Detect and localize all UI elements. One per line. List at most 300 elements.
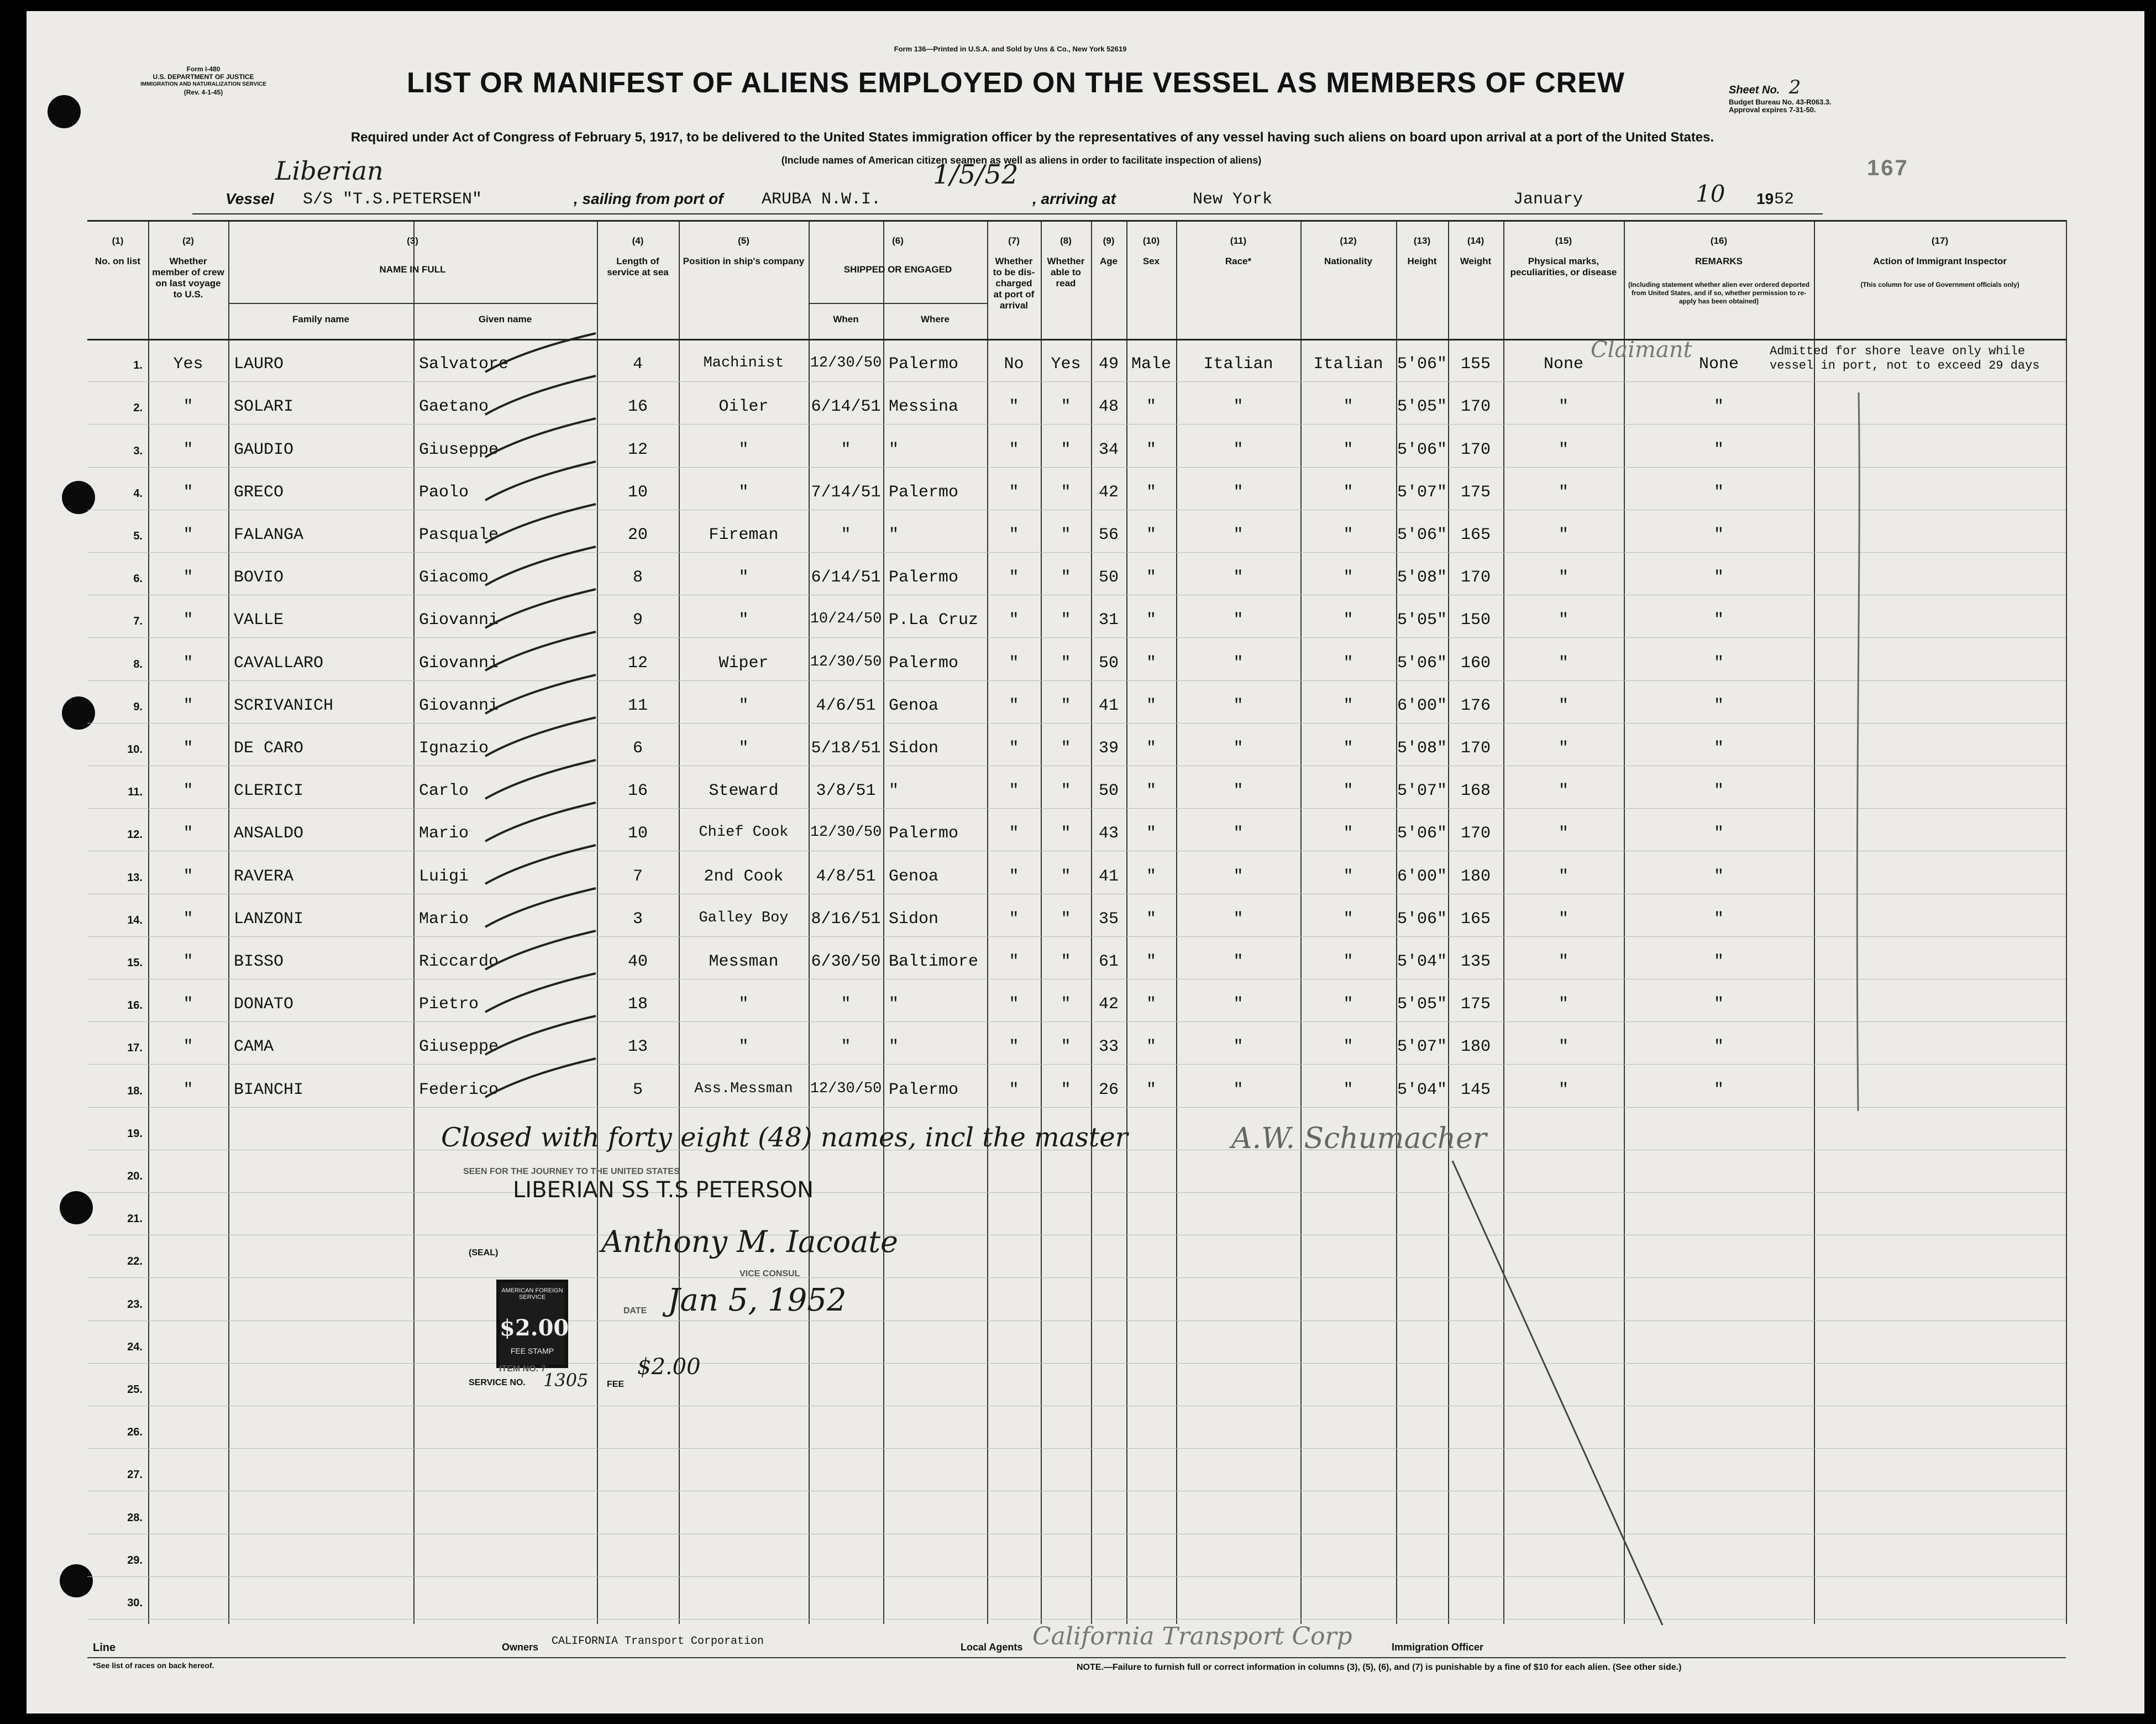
row-number: 19.: [127, 1127, 143, 1140]
row-number: 3.: [133, 444, 143, 457]
cell-family: RAVERA: [234, 867, 294, 886]
row-number: 15.: [127, 957, 143, 969]
cell-age: 42: [1098, 995, 1119, 1014]
cell-race: ": [1233, 824, 1244, 843]
cell-marks: ": [1558, 568, 1569, 588]
row-number: 17.: [127, 1042, 143, 1055]
cell-marks: ": [1558, 653, 1569, 673]
fee-value: $2.00: [637, 1354, 701, 1380]
row-number: 12.: [127, 829, 143, 841]
cell-nationality: ": [1343, 782, 1354, 801]
page-stamp-number: 167: [1867, 156, 1909, 180]
cell-crew: ": [183, 995, 193, 1014]
cell-when: 12/30/50: [810, 653, 882, 670]
year-prefix: 19: [1756, 190, 1774, 207]
cell-read: ": [1061, 1080, 1071, 1099]
column-subheader: Given name: [478, 314, 532, 324]
cell-sex: ": [1146, 952, 1156, 971]
row-rule: [87, 1107, 2066, 1108]
cell-read: ": [1061, 824, 1071, 843]
sheet-label: Sheet No.: [1729, 84, 1780, 96]
cell-when: 12/30/50: [810, 824, 882, 841]
seen-label: SEEN FOR THE JOURNEY TO THE UNITED STATES: [463, 1167, 680, 1176]
row-number: 1.: [133, 359, 143, 372]
cell-marks: ": [1558, 440, 1569, 459]
cell-crew: ": [183, 867, 193, 886]
cell-weight: 170: [1460, 397, 1491, 417]
seen-vessel: LIBERIAN SS T.S PETERSON: [513, 1177, 814, 1203]
cell-height: 5'06": [1397, 653, 1447, 673]
cell-where: Palermo: [889, 1080, 959, 1099]
column-header: Whether to be dis-charged at port of arrival: [993, 256, 1035, 311]
cell-where: ": [889, 1037, 899, 1057]
cell-family: DONATO: [234, 995, 294, 1014]
cell-marks: ": [1558, 397, 1569, 417]
master-signature: A.W. Schumacher: [1231, 1122, 1487, 1155]
cell-sex: ": [1146, 568, 1156, 588]
cell-sex: ": [1146, 696, 1156, 715]
cell-age: 39: [1098, 739, 1119, 758]
cell-sex: ": [1146, 611, 1156, 630]
cell-height: 5'06": [1397, 824, 1447, 843]
cell-nationality: Italian: [1313, 355, 1383, 374]
cell-when: 7/14/51: [811, 483, 881, 502]
cell-service: 40: [627, 952, 648, 971]
column-number: (4): [632, 235, 644, 246]
row-number: 18.: [127, 1084, 143, 1097]
immigration-officer-label: Immigration Officer: [1392, 1642, 1484, 1653]
cell-where: Palermo: [889, 355, 959, 374]
column-subheader: (This column for use of Government officials only): [1860, 281, 2019, 289]
row-number: 11.: [128, 786, 143, 799]
date-label: DATE: [623, 1306, 647, 1316]
cell-crew: ": [183, 526, 193, 544]
cell-when: 4/6/51: [816, 696, 876, 715]
cell-weight: 170: [1460, 739, 1491, 758]
cell-crew: ": [183, 568, 193, 588]
vessel-label: Vessel: [225, 190, 274, 207]
column-header: Age: [1099, 256, 1118, 266]
sheet-number: 2: [1788, 76, 1801, 98]
row-rule: [87, 1320, 2066, 1321]
cell-remarks: ": [1713, 867, 1724, 886]
column-header: NAME IN FULL: [379, 264, 446, 275]
fee-stamp-value: $2.00: [500, 1315, 569, 1341]
cell-weight: 175: [1460, 995, 1491, 1014]
cell-where: Palermo: [889, 824, 959, 843]
cell-marks: ": [1558, 739, 1569, 758]
cell-given: Pietro: [419, 995, 479, 1014]
cell-service: 6: [632, 739, 643, 758]
cell-crew: ": [183, 483, 193, 502]
cell-service: 3: [632, 909, 643, 929]
cell-crew: ": [183, 824, 193, 843]
department-name: U.S. DEPARTMENT OF JUSTICE: [153, 73, 254, 81]
cell-remarks: ": [1713, 782, 1724, 801]
cell-sex: ": [1146, 653, 1156, 673]
subheader-rule: [809, 303, 987, 304]
cell-sex: ": [1146, 867, 1156, 886]
cell-crew: ": [183, 1037, 193, 1057]
row-number: 21.: [127, 1213, 143, 1225]
races-note: *See list of races on back hereof.: [93, 1661, 214, 1670]
cell-height: 5'05": [1397, 397, 1447, 417]
cell-discharged: ": [1009, 782, 1019, 801]
column-number: (7): [1008, 235, 1020, 246]
cell-position: Oiler: [718, 397, 769, 417]
cell-discharged: ": [1009, 397, 1019, 417]
cell-given: Ignazio: [419, 739, 489, 758]
cell-position: Wiper: [718, 653, 769, 673]
cell-remarks: ": [1713, 995, 1724, 1014]
cell-height: 5'04": [1397, 1080, 1447, 1099]
cell-given: Giovanni: [419, 653, 499, 673]
cell-age: 31: [1098, 611, 1119, 630]
cell-race: ": [1233, 568, 1244, 588]
cell-discharged: No: [1004, 355, 1024, 374]
cell-race: ": [1233, 909, 1244, 929]
cell-given: Mario: [419, 824, 469, 843]
cell-race: ": [1233, 611, 1244, 630]
column-header: Whether member of crew on last voyage to U.S.: [152, 256, 224, 300]
cell-marks: ": [1558, 611, 1569, 630]
column-header: Length of service at sea: [607, 256, 669, 277]
header-rule: [87, 220, 2066, 222]
cell-remarks: ": [1713, 909, 1724, 929]
cell-height: 5'08": [1397, 739, 1447, 758]
column-header: Sex: [1142, 256, 1160, 266]
document-title: LIST OR MANIFEST OF ALIENS EMPLOYED ON THE VESSEL AS MEMBERS OF CREW: [407, 67, 1625, 99]
cell-crew: Yes: [173, 355, 203, 374]
column-number: (15): [1555, 235, 1572, 246]
cell-age: 49: [1098, 355, 1119, 374]
cell-position: Galley Boy: [699, 909, 789, 926]
cell-position: Ass.Messman: [694, 1080, 793, 1097]
cell-given: Giuseppe: [419, 1037, 499, 1057]
column-number: (3): [407, 235, 418, 246]
cell-discharged: ": [1009, 483, 1019, 502]
cell-discharged: ": [1009, 739, 1019, 758]
cell-given: Giovanni: [419, 611, 499, 630]
crew-table: [87, 220, 2066, 1624]
cell-height: 5'06": [1397, 440, 1447, 459]
cell-remarks: ": [1713, 611, 1724, 630]
cell-race: ": [1233, 739, 1244, 758]
cell-marks: ": [1558, 782, 1569, 801]
arriving-label: , arriving at: [1032, 190, 1116, 207]
cell-age: 42: [1098, 483, 1119, 502]
sheet-info: [1729, 76, 1906, 114]
cell-position: Messman: [709, 952, 779, 971]
cell-read: Yes: [1051, 355, 1081, 374]
cell-given: Mario: [419, 909, 469, 929]
printer-line: Form 136—Printed in U.S.A. and Sold by Uns & Co., New York 52619: [894, 45, 1127, 53]
cell-height: 6'00": [1397, 696, 1447, 715]
column-header: REMARKS: [1695, 256, 1743, 266]
cell-where: P.La Cruz: [889, 611, 979, 630]
cell-race: ": [1233, 782, 1244, 801]
row-number: 7.: [133, 615, 143, 628]
fee-stamp-top: AMERICAN FOREIGN SERVICE: [501, 1287, 563, 1301]
cell-read: ": [1061, 696, 1071, 715]
fee-label: FEE: [607, 1380, 625, 1389]
cell-race: ": [1233, 440, 1244, 459]
cell-race: ": [1233, 696, 1244, 715]
cell-age: 41: [1098, 696, 1119, 715]
cell-height: 5'04": [1397, 952, 1447, 971]
cell-height: 5'07": [1397, 1037, 1447, 1057]
cell-given: Carlo: [419, 782, 469, 801]
cell-nationality: ": [1343, 867, 1354, 886]
cell-sex: ": [1146, 909, 1156, 929]
cell-height: 5'08": [1397, 568, 1447, 588]
cell-family: CAVALLARO: [234, 653, 324, 673]
column-number: (12): [1340, 235, 1357, 246]
cell-sex: Male: [1131, 355, 1171, 374]
cell-family: SCRIVANICH: [234, 696, 334, 715]
cell-nationality: ": [1343, 909, 1354, 929]
cell-race: Italian: [1203, 355, 1273, 374]
cell-family: GRECO: [234, 483, 284, 502]
row-rule: [87, 1363, 2066, 1364]
approval-expiry: Approval expires 7-31-50.: [1729, 106, 1816, 114]
cell-weight: 168: [1460, 782, 1491, 801]
cell-remarks: ": [1713, 397, 1724, 417]
cell-nationality: ": [1343, 568, 1354, 588]
cell-given: Riccardo: [419, 952, 499, 971]
cell-height: 5'05": [1397, 995, 1447, 1014]
cell-height: 5'07": [1397, 782, 1447, 801]
cell-when: 10/24/50: [810, 611, 882, 628]
cell-inspector-action: Admitted for shore leave only while vessel in port, not to exceed 29 days: [1770, 344, 2040, 373]
pencil-check-mark: [480, 1053, 601, 1103]
subheader-rule: [228, 303, 597, 304]
revision: (Rev. 4-1-45): [183, 88, 223, 96]
consul-title: VICE CONSUL: [739, 1269, 800, 1278]
cell-sex: ": [1146, 782, 1156, 801]
row-number: 26.: [127, 1426, 143, 1439]
cell-remarks: ": [1713, 696, 1724, 715]
cell-given: Salvatore: [419, 355, 509, 374]
cell-service: 5: [632, 1080, 643, 1099]
cell-nationality: ": [1343, 739, 1354, 758]
row-rule: [87, 1192, 2066, 1193]
cell-family: LANZONI: [234, 909, 304, 929]
cell-race: ": [1233, 526, 1244, 544]
row-number: 25.: [127, 1384, 143, 1396]
claimant-handwriting: Claimant: [1591, 337, 1692, 363]
cell-crew: ": [183, 909, 193, 929]
cell-service: 16: [627, 782, 648, 801]
cell-remarks: ": [1713, 526, 1724, 544]
cell-when: 5/18/51: [811, 739, 881, 758]
cell-nationality: ": [1343, 1037, 1354, 1057]
manifest-page: [27, 11, 2144, 1713]
cell-family: LAURO: [234, 355, 284, 374]
cell-weight: 170: [1460, 568, 1491, 588]
footer-line-label: Line: [93, 1642, 116, 1654]
cell-read: ": [1061, 568, 1071, 588]
cell-weight: 155: [1460, 355, 1491, 374]
cell-where: Messina: [889, 397, 959, 417]
cell-age: 33: [1098, 1037, 1119, 1057]
column-header: Action of Immigrant Inspector: [1873, 256, 2007, 266]
punch-hole: [48, 95, 81, 128]
cell-race: ": [1233, 867, 1244, 886]
cell-weight: 145: [1460, 1080, 1491, 1099]
cell-service: 13: [627, 1037, 648, 1057]
cell-discharged: ": [1009, 440, 1019, 459]
cell-service: 8: [632, 568, 643, 588]
cell-where: Palermo: [889, 568, 959, 588]
cell-height: 5'07": [1397, 483, 1447, 502]
cell-marks: ": [1558, 1037, 1569, 1057]
cell-read: ": [1061, 397, 1071, 417]
owners-value: CALIFORNIA Transport Corporation: [552, 1635, 764, 1648]
row-number: 8.: [133, 658, 143, 670]
cell-crew: ": [183, 397, 193, 417]
cell-crew: ": [183, 696, 193, 715]
row-number: 30.: [127, 1597, 143, 1609]
form-agency-block: [104, 65, 303, 96]
column-header: No. on list: [95, 256, 141, 266]
cell-discharged: ": [1009, 1080, 1019, 1099]
cell-position: Steward: [709, 782, 779, 801]
fee-stamp-bottom: FEE STAMP: [510, 1346, 554, 1355]
cell-where: Baltimore: [889, 952, 979, 971]
penalty-note: NOTE.—Failure to furnish full or correct information in columns (3), (5), (6), and (7) is punishable by a fine of $10 for each alien. (See other side.): [1077, 1663, 1682, 1672]
cell-age: 50: [1098, 782, 1119, 801]
cell-service: 16: [627, 397, 648, 417]
row-number: 6.: [133, 573, 143, 585]
row-number: 24.: [127, 1340, 143, 1353]
cell-nationality: ": [1343, 440, 1354, 459]
cell-marks: ": [1558, 1080, 1569, 1099]
pencil-diagonal-line: [1441, 1150, 1674, 1636]
cell-service: 10: [627, 824, 648, 843]
cell-nationality: ": [1343, 483, 1354, 502]
cell-age: 34: [1098, 440, 1119, 459]
cell-where: ": [889, 440, 899, 459]
cell-discharged: ": [1009, 824, 1019, 843]
cell-read: ": [1061, 440, 1071, 459]
cell-discharged: ": [1009, 653, 1019, 673]
cell-crew: ": [183, 952, 193, 971]
cell-weight: 180: [1460, 1037, 1491, 1057]
cell-family: SOLARI: [234, 397, 294, 417]
cell-remarks: ": [1713, 653, 1724, 673]
cell-crew: ": [183, 653, 193, 673]
row-number: 22.: [127, 1255, 143, 1268]
cell-crew: ": [183, 440, 193, 459]
cell-nationality: ": [1343, 653, 1354, 673]
cell-family: FALANGA: [234, 526, 304, 544]
cell-marks: ": [1558, 952, 1569, 971]
cell-remarks: ": [1713, 440, 1724, 459]
column-number: (9): [1103, 235, 1115, 246]
cell-discharged: ": [1009, 952, 1019, 971]
legal-requirement: Required under Act of Congress of February 5, 1917, to be delivered to the United States immigration officer by the representatives of any vessel having such aliens on board upon arrival at a port of the United States.: [350, 130, 1714, 145]
cell-remarks: ": [1713, 483, 1724, 502]
budget-bureau: Budget Bureau No. 43-R063.3.: [1729, 98, 1832, 106]
column-number: (11): [1230, 235, 1247, 246]
cell-marks: ": [1558, 526, 1569, 544]
column-subheader: (Including statement whether alien ever ordered deported from United States, and if so, whether permission to re-apply has been obtained): [1628, 281, 1810, 305]
cell-read: ": [1061, 653, 1071, 673]
cell-family: BISSO: [234, 952, 284, 971]
column-number: (5): [738, 235, 749, 246]
local-agents-value: California Transport Corp: [1032, 1622, 1352, 1650]
departure-port: ARUBA N.W.I.: [762, 190, 882, 209]
cell-race: ": [1233, 483, 1244, 502]
cell-discharged: ": [1009, 526, 1019, 544]
column-header: SHIPPED OR ENGAGED: [843, 264, 952, 275]
closing-note: Closed with forty eight (48) names, incl the master: [441, 1122, 1128, 1153]
cell-position: Chief Cook: [699, 824, 789, 841]
cell-crew: ": [183, 782, 193, 801]
row-number: 10.: [127, 743, 143, 756]
cell-nationality: ": [1343, 696, 1354, 715]
cell-position: Machinist: [703, 355, 784, 372]
row-number: 4.: [133, 487, 143, 500]
departure-date-handwritten: 1/5/52: [933, 159, 1019, 190]
cell-given: Giuseppe: [419, 440, 499, 459]
cell-family: CAMA: [234, 1037, 274, 1057]
cell-position: ": [738, 483, 749, 502]
cell-sex: ": [1146, 1037, 1156, 1057]
cell-sex: ": [1146, 739, 1156, 758]
cell-sex: ": [1146, 440, 1156, 459]
fee-stamp: [496, 1280, 568, 1368]
cell-age: 61: [1098, 952, 1119, 971]
cell-read: ": [1061, 867, 1071, 886]
column-number: (6): [892, 235, 904, 246]
cell-when: ": [841, 995, 851, 1014]
cell-where: Palermo: [889, 483, 959, 502]
service-number: 1305: [543, 1370, 589, 1391]
row-number: 28.: [127, 1511, 143, 1524]
column-header: Physical marks, peculiarities, or disease: [1510, 256, 1617, 277]
arrival-year: 52: [1774, 190, 1795, 209]
cell-family: BOVIO: [234, 568, 284, 588]
row-number: 5.: [133, 530, 143, 542]
column-header: Whether able to read: [1047, 256, 1085, 289]
cell-race: ": [1233, 952, 1244, 971]
cell-age: 48: [1098, 397, 1119, 417]
cell-when: 3/8/51: [816, 782, 876, 801]
cell-where: Sidon: [889, 739, 939, 758]
column-number: (10): [1142, 235, 1160, 246]
cell-marks: ": [1558, 696, 1569, 715]
cell-race: ": [1233, 995, 1244, 1014]
local-agents-label: Local Agents: [961, 1642, 1023, 1653]
cell-remarks: ": [1713, 1080, 1724, 1099]
cell-position: ": [738, 568, 749, 588]
cell-discharged: ": [1009, 995, 1019, 1014]
column-number: (14): [1467, 235, 1484, 246]
column-number: (8): [1060, 235, 1072, 246]
cell-read: ": [1061, 1037, 1071, 1057]
cell-given: Giacomo: [419, 568, 489, 588]
form-number: Form I-480: [186, 65, 221, 73]
cell-marks: ": [1558, 995, 1569, 1014]
pencil-vertical-line: [1850, 392, 1867, 1122]
cell-discharged: ": [1009, 568, 1019, 588]
cell-height: 5'06": [1397, 355, 1447, 374]
cell-remarks: None: [1698, 355, 1739, 374]
column-header: Position in ship's company: [683, 256, 805, 266]
cell-position: 2nd Cook: [704, 867, 784, 886]
